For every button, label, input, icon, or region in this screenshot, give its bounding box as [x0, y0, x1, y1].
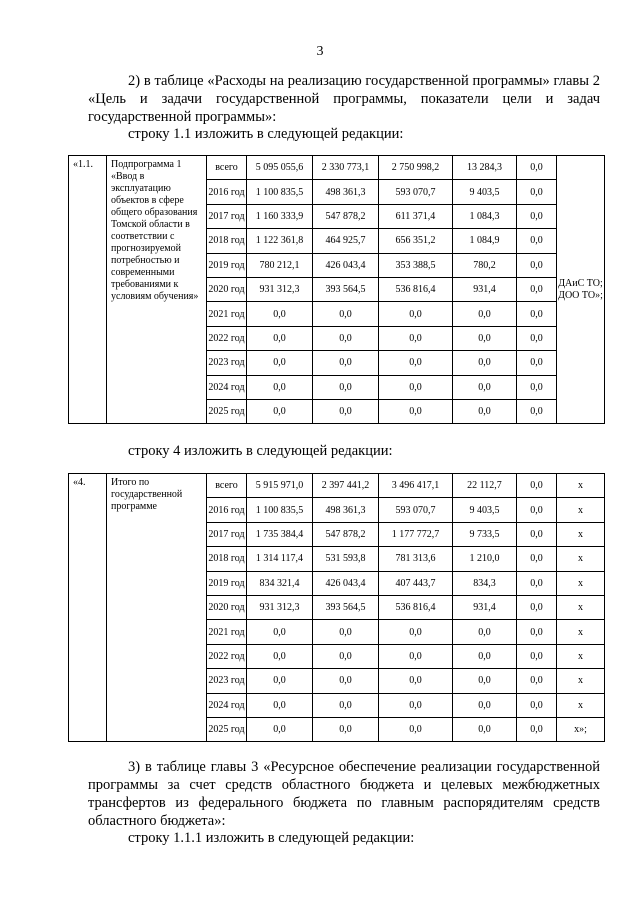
executor-cell: х	[557, 522, 605, 546]
value-cell: 0,0	[517, 547, 557, 571]
value-cell: 0,0	[517, 644, 557, 668]
paragraph-2-text: 2) в таблице «Расходы на реализацию государственной программы» главы 2 «Цель и задачи государственной программы, показатели цели и задач государственной программы»:	[88, 73, 600, 125]
value-cell: 0,0	[247, 717, 313, 741]
value-cell: 5 915 971,0	[247, 474, 313, 498]
value-cell: 0,0	[517, 595, 557, 619]
value-cell: 0,0	[313, 326, 379, 350]
value-cell: 0,0	[517, 351, 557, 375]
value-cell: 0,0	[247, 326, 313, 350]
value-cell: 0,0	[313, 644, 379, 668]
executor-cell: х	[557, 571, 605, 595]
value-cell: 0,0	[517, 302, 557, 326]
period-cell: всего	[207, 156, 247, 180]
value-cell: 9 403,5	[453, 180, 517, 204]
row-label-cell: Подпрограмма 1 «Ввод в эксплуатацию объектов в сфере общего образования Томской области в соответствии с прогнозируемой потребностью и современными требованиями к условиям обучения»	[107, 156, 207, 424]
value-cell: 0,0	[517, 620, 557, 644]
period-cell: 2021 год	[207, 302, 247, 326]
value-cell: 0,0	[517, 669, 557, 693]
expenses-table-row-1-1	[68, 155, 605, 424]
value-cell: 0,0	[379, 302, 453, 326]
paragraph-2	[88, 72, 600, 126]
value-cell: 0,0	[313, 669, 379, 693]
value-cell: 498 361,3	[313, 180, 379, 204]
value-cell: 0,0	[379, 326, 453, 350]
period-cell: 2017 год	[207, 204, 247, 228]
value-cell: 931,4	[453, 277, 517, 301]
value-cell: 5 095 055,6	[247, 156, 313, 180]
value-cell: 393 564,5	[313, 595, 379, 619]
value-cell: 0,0	[453, 326, 517, 350]
value-cell: 536 816,4	[379, 595, 453, 619]
value-cell: 0,0	[313, 399, 379, 423]
value-cell: 0,0	[517, 229, 557, 253]
value-cell: 2 750 998,2	[379, 156, 453, 180]
value-cell: 834 321,4	[247, 571, 313, 595]
value-cell: 0,0	[313, 620, 379, 644]
value-cell: 780,2	[453, 253, 517, 277]
executor-cell: х	[557, 498, 605, 522]
value-cell: 3 496 417,1	[379, 474, 453, 498]
value-cell: 0,0	[453, 644, 517, 668]
row-number-cell: «1.1.	[69, 156, 107, 424]
value-cell: 1 177 772,7	[379, 522, 453, 546]
value-cell: 0,0	[313, 693, 379, 717]
expenses-table-row-4	[68, 473, 605, 742]
period-cell: 2022 год	[207, 644, 247, 668]
period-cell: 2023 год	[207, 351, 247, 375]
executor-cell: х	[557, 693, 605, 717]
value-cell: 0,0	[379, 620, 453, 644]
executor-cell: х	[557, 547, 605, 571]
period-cell: 2019 год	[207, 253, 247, 277]
value-cell: 0,0	[517, 474, 557, 498]
value-cell: 0,0	[517, 375, 557, 399]
value-cell: 464 925,7	[313, 229, 379, 253]
value-cell: 498 361,3	[313, 498, 379, 522]
instruction-line-2: строку 4 изложить в следующей редакции:	[128, 443, 393, 459]
value-cell: 393 564,5	[313, 277, 379, 301]
period-cell: всего	[207, 474, 247, 498]
value-cell: 0,0	[379, 399, 453, 423]
period-cell: 2024 год	[207, 693, 247, 717]
value-cell: 0,0	[517, 717, 557, 741]
value-cell: 0,0	[453, 302, 517, 326]
period-cell: 2024 год	[207, 375, 247, 399]
value-cell: 547 878,2	[313, 204, 379, 228]
value-cell: 536 816,4	[379, 277, 453, 301]
value-cell: 0,0	[313, 375, 379, 399]
executor-cell: х	[557, 644, 605, 668]
value-cell: 0,0	[453, 717, 517, 741]
value-cell: 353 388,5	[379, 253, 453, 277]
value-cell: 426 043,4	[313, 571, 379, 595]
value-cell: 407 443,7	[379, 571, 453, 595]
period-cell: 2021 год	[207, 620, 247, 644]
value-cell: 0,0	[313, 302, 379, 326]
paragraph-3	[88, 758, 600, 830]
executor-cell: х	[557, 474, 605, 498]
table-row	[69, 474, 605, 498]
value-cell: 0,0	[247, 693, 313, 717]
value-cell: 426 043,4	[313, 253, 379, 277]
value-cell: 1 122 361,8	[247, 229, 313, 253]
value-cell: 780 212,1	[247, 253, 313, 277]
value-cell: 0,0	[453, 375, 517, 399]
value-cell: 0,0	[379, 693, 453, 717]
value-cell: 0,0	[517, 498, 557, 522]
value-cell: 0,0	[517, 326, 557, 350]
period-cell: 2020 год	[207, 595, 247, 619]
instruction-line-3: строку 1.1.1 изложить в следующей редакции:	[128, 830, 415, 846]
value-cell: 593 070,7	[379, 498, 453, 522]
value-cell: 931 312,3	[247, 595, 313, 619]
value-cell: 0,0	[517, 522, 557, 546]
value-cell: 1 314 117,4	[247, 547, 313, 571]
value-cell: 0,0	[313, 351, 379, 375]
value-cell: 9 733,5	[453, 522, 517, 546]
value-cell: 1 100 835,5	[247, 180, 313, 204]
value-cell: 547 878,2	[313, 522, 379, 546]
value-cell: 1 100 835,5	[247, 498, 313, 522]
value-cell: 781 313,6	[379, 547, 453, 571]
value-cell: 0,0	[379, 351, 453, 375]
page-number: 3	[316, 44, 324, 59]
value-cell: 611 371,4	[379, 204, 453, 228]
period-cell: 2022 год	[207, 326, 247, 350]
value-cell: 2 397 441,2	[313, 474, 379, 498]
value-cell: 0,0	[517, 180, 557, 204]
period-cell: 2025 год	[207, 399, 247, 423]
period-cell: 2019 год	[207, 571, 247, 595]
executor-cell: х»;	[557, 717, 605, 741]
value-cell: 0,0	[379, 717, 453, 741]
executor-cell: ДАиС ТО; ДОО ТО»;	[557, 156, 605, 424]
value-cell: 2 330 773,1	[313, 156, 379, 180]
value-cell: 0,0	[517, 571, 557, 595]
value-cell: 9 403,5	[453, 498, 517, 522]
value-cell: 0,0	[247, 399, 313, 423]
value-cell: 13 284,3	[453, 156, 517, 180]
value-cell: 0,0	[379, 669, 453, 693]
value-cell: 0,0	[517, 399, 557, 423]
value-cell: 0,0	[379, 375, 453, 399]
value-cell: 0,0	[247, 351, 313, 375]
value-cell: 0,0	[313, 717, 379, 741]
period-cell: 2018 год	[207, 229, 247, 253]
period-cell: 2020 год	[207, 277, 247, 301]
value-cell: 0,0	[453, 351, 517, 375]
row-label-cell: Итого по государственной программе	[107, 474, 207, 742]
value-cell: 0,0	[247, 375, 313, 399]
value-cell: 0,0	[247, 669, 313, 693]
value-cell: 0,0	[247, 302, 313, 326]
value-cell: 0,0	[247, 620, 313, 644]
value-cell: 531 593,8	[313, 547, 379, 571]
value-cell: 0,0	[517, 156, 557, 180]
value-cell: 0,0	[379, 644, 453, 668]
value-cell: 931 312,3	[247, 277, 313, 301]
value-cell: 0,0	[247, 644, 313, 668]
value-cell: 0,0	[517, 693, 557, 717]
period-cell: 2025 год	[207, 717, 247, 741]
instruction-line-1: строку 1.1 изложить в следующей редакции:	[128, 126, 404, 142]
paragraph-3-text: 3) в таблице главы 3 «Ресурсное обеспечение реализации государственной программы за счет средств областного бюджета и целевых межбюджетных трансфертов из федерального бюджета по главным распорядителям средств областного бюджета»:	[88, 759, 600, 829]
value-cell: 1 084,3	[453, 204, 517, 228]
value-cell: 0,0	[453, 693, 517, 717]
row-number-cell: «4.	[69, 474, 107, 742]
value-cell: 931,4	[453, 595, 517, 619]
period-cell: 2016 год	[207, 180, 247, 204]
table-row	[69, 156, 605, 180]
executor-cell: х	[557, 620, 605, 644]
period-cell: 2017 год	[207, 522, 247, 546]
period-cell: 2018 год	[207, 547, 247, 571]
period-cell: 2023 год	[207, 669, 247, 693]
value-cell: 1 210,0	[453, 547, 517, 571]
value-cell: 0,0	[517, 204, 557, 228]
executor-cell: х	[557, 669, 605, 693]
value-cell: 1 084,9	[453, 229, 517, 253]
value-cell: 593 070,7	[379, 180, 453, 204]
value-cell: 22 112,7	[453, 474, 517, 498]
executor-cell: х	[557, 595, 605, 619]
value-cell: 0,0	[517, 277, 557, 301]
value-cell: 1 735 384,4	[247, 522, 313, 546]
value-cell: 0,0	[517, 253, 557, 277]
value-cell: 0,0	[453, 620, 517, 644]
value-cell: 834,3	[453, 571, 517, 595]
value-cell: 656 351,2	[379, 229, 453, 253]
value-cell: 1 160 333,9	[247, 204, 313, 228]
value-cell: 0,0	[453, 399, 517, 423]
value-cell: 0,0	[453, 669, 517, 693]
period-cell: 2016 год	[207, 498, 247, 522]
